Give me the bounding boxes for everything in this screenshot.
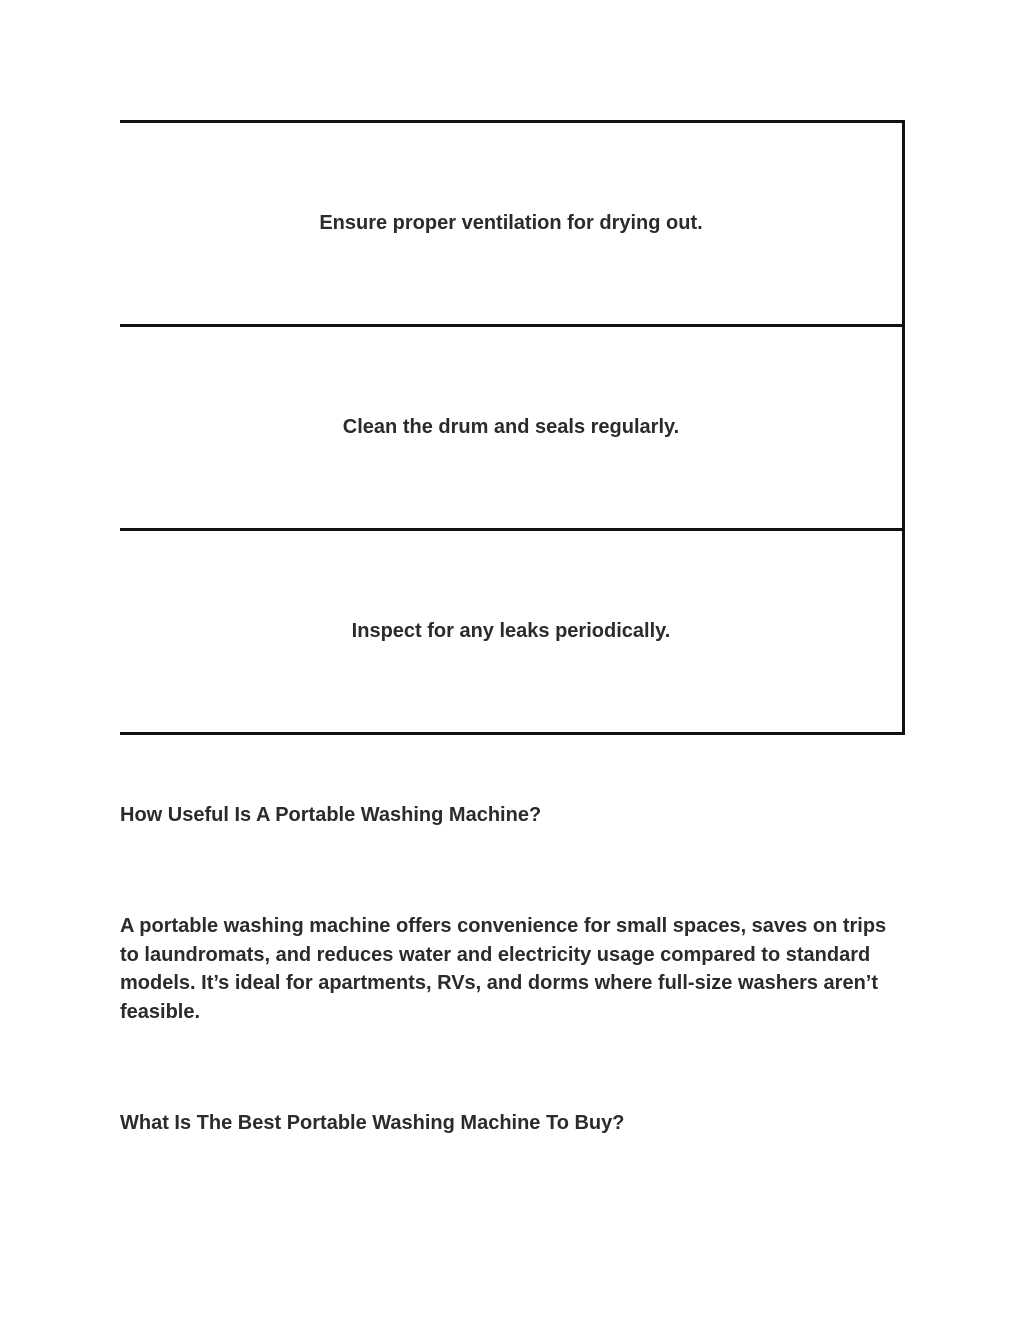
- table-row: [120, 530, 904, 734]
- section-paragraph-usefulness: A portable washing machine offers convenience for small spaces, saves on trips to laundromats, and reduces water and electricity usage compared to standard models. It’s ideal for apartments, RVs, and dorms where full-size washers aren’t feasible.: [120, 915, 887, 1024]
- section-heading-best-buy: What Is The Best Portable Washing Machine To Buy?: [120, 1112, 625, 1134]
- table-cell: Clean the drum and seals regularly.: [120, 326, 904, 530]
- table-row: [120, 122, 904, 326]
- table-cell: Inspect for any leaks periodically.: [120, 530, 904, 734]
- table-row: [120, 326, 904, 530]
- maintenance-tips-table: [120, 120, 905, 735]
- table-cell: Ensure proper ventilation for drying out.: [120, 122, 904, 326]
- section-heading-usefulness: How Useful Is A Portable Washing Machine?: [120, 804, 542, 826]
